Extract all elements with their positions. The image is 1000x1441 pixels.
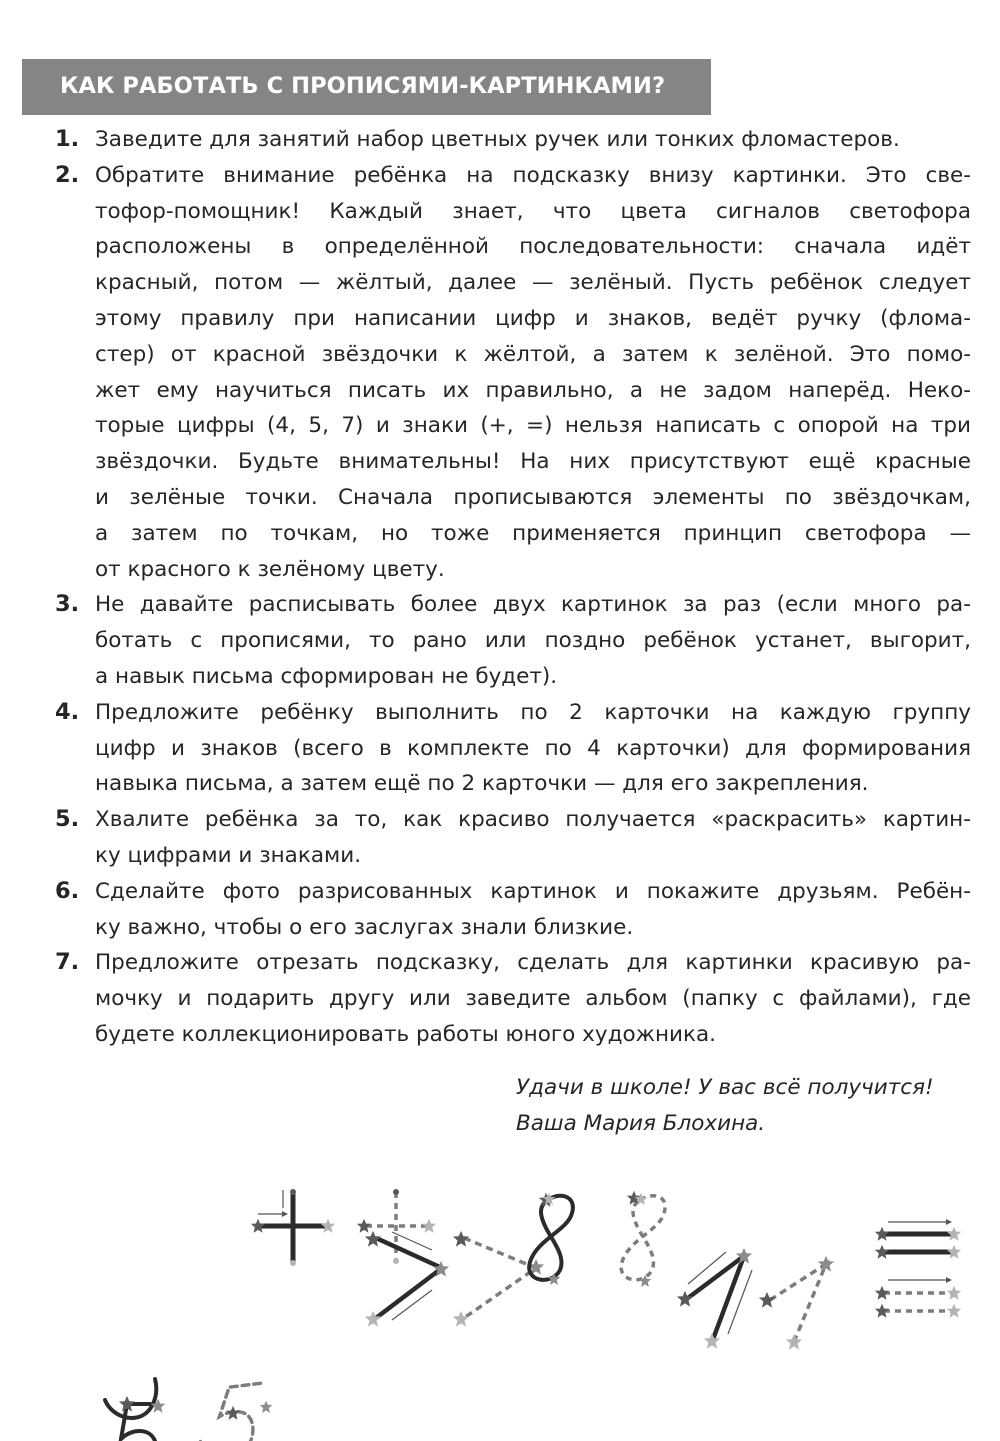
list-item <box>55 874 971 946</box>
list-item-text-line: Сделайте фото разрисованных картинок и покажите друзьям. Ребён- <box>95 878 971 904</box>
plus-dashed <box>357 1189 436 1264</box>
list-item-text-line: этому правилу при написании цифр и знаков, ведёт ручку (флома- <box>95 305 971 331</box>
list-item <box>55 945 971 1052</box>
list-item <box>55 695 971 802</box>
list-item-text-line: Предложите ребёнку выполнить по 2 карточки на каждую группу <box>95 699 971 725</box>
plus-solid <box>251 1189 335 1266</box>
list-item-text-line: Заведите для занятий набор цветных ручек или тонких фломастеров. <box>95 127 900 152</box>
list-item-text-line: Предложите отрезать подсказку, сделать для картинки красивую ра- <box>95 950 971 976</box>
greater-than-dashed <box>453 1231 544 1327</box>
list-item-text-line: ботать с прописями, то рано или поздно ребёнок устанет, выгорит, <box>95 628 971 654</box>
list-item-text-line: расположены в определённой последовательности: сначала идёт <box>95 234 971 260</box>
list-item-text-line: цифр и знаков (всего в комплекте по 4 карточки) для формирования <box>95 735 971 761</box>
list-item-text-line: жет ему научиться писать их правильно, а не задом наперёд. Неко- <box>95 377 971 403</box>
instruction-list <box>55 122 971 1053</box>
list-item-text-line: звёздочки. Будьте внимательны! На них присутствуют ещё красные <box>95 449 971 475</box>
list-item-text-line: и зелёные точки. Сначала прописываются элементы по звёздочкам, <box>95 484 971 510</box>
digit-5-dashed <box>200 1383 273 1441</box>
list-item <box>55 587 971 694</box>
digit-5-solid <box>97 1379 165 1441</box>
list-item <box>55 122 971 158</box>
equals-dashed <box>875 1277 961 1318</box>
list-item <box>55 802 971 874</box>
list-item-text-line: тофор-помощник! Каждый знает, что цвета сигналов светофора <box>95 198 971 224</box>
list-item-text-line: Хвалите ребёнка за то, как красиво получается «раскрасить» картин- <box>95 807 971 833</box>
list-item-text-line: а навык письма сформирован не будет). <box>95 663 558 689</box>
digit-1-solid <box>677 1248 752 1349</box>
list-item <box>55 158 971 588</box>
greater-than-solid <box>365 1231 449 1327</box>
list-item-text-line: ку цифрами и знаками. <box>95 842 362 868</box>
list-item-text-line: стер) от красной звёздочки к жёлтой, а затем к зелёной. Это помо- <box>95 341 971 367</box>
section-header-bar <box>22 59 711 115</box>
equals-solid <box>875 1219 961 1259</box>
list-item-number: 2. <box>55 161 80 188</box>
list-item-text-line: красный, потом — жёлтый, далее — зелёный. Пусть ребёнок следует <box>95 270 971 296</box>
signoff-wish: Удачи в школе! У вас всё получится! <box>516 1075 934 1100</box>
list-item-number: 3. <box>55 591 80 618</box>
tracing-examples-illustration <box>0 1170 1000 1441</box>
digit-8-dashed <box>621 1191 665 1287</box>
list-item-text-line: Обратите внимание ребёнка на подсказку внизу картинки. Это све- <box>95 162 971 188</box>
list-item-number: 4. <box>55 698 80 725</box>
list-item-text-line: ку важно, чтобы о его заслугах знали близкие. <box>95 914 634 940</box>
signoff <box>516 1070 934 1142</box>
list-item-number: 1. <box>55 126 80 152</box>
list-item-text-line: торые цифры (4, 5, 7) и знаки (+, =) нельзя написать с опорой на три <box>95 413 971 439</box>
digit-1-dashed <box>759 1256 834 1350</box>
list-item-text-line: навыка письма, а затем ещё по 2 карточки — для его закрепления. <box>95 771 869 797</box>
list-item-text-line: а затем по точкам, но тоже применяется принцип светофора — <box>95 520 971 546</box>
list-item-text-line: будете коллекционировать работы юного художника. <box>95 1021 716 1047</box>
list-item-number: 6. <box>55 877 80 904</box>
list-item-text-line: от красного к зелёному цвету. <box>95 556 445 582</box>
list-item-number: 7. <box>55 949 80 976</box>
list-item-text-line: Не давайте расписывать более двух картинок за раз (если много ра- <box>95 592 971 618</box>
signoff-signature: Ваша Мария Блохина. <box>516 1111 766 1136</box>
list-item-text-line: мочку и подарить другу или заведите альбом (папку с файлами), где <box>95 986 971 1012</box>
section-title: КАК РАБОТАТЬ С ПРОПИСЯМИ-КАРТИНКАМИ? <box>60 73 666 99</box>
list-item-number: 5. <box>55 806 80 833</box>
